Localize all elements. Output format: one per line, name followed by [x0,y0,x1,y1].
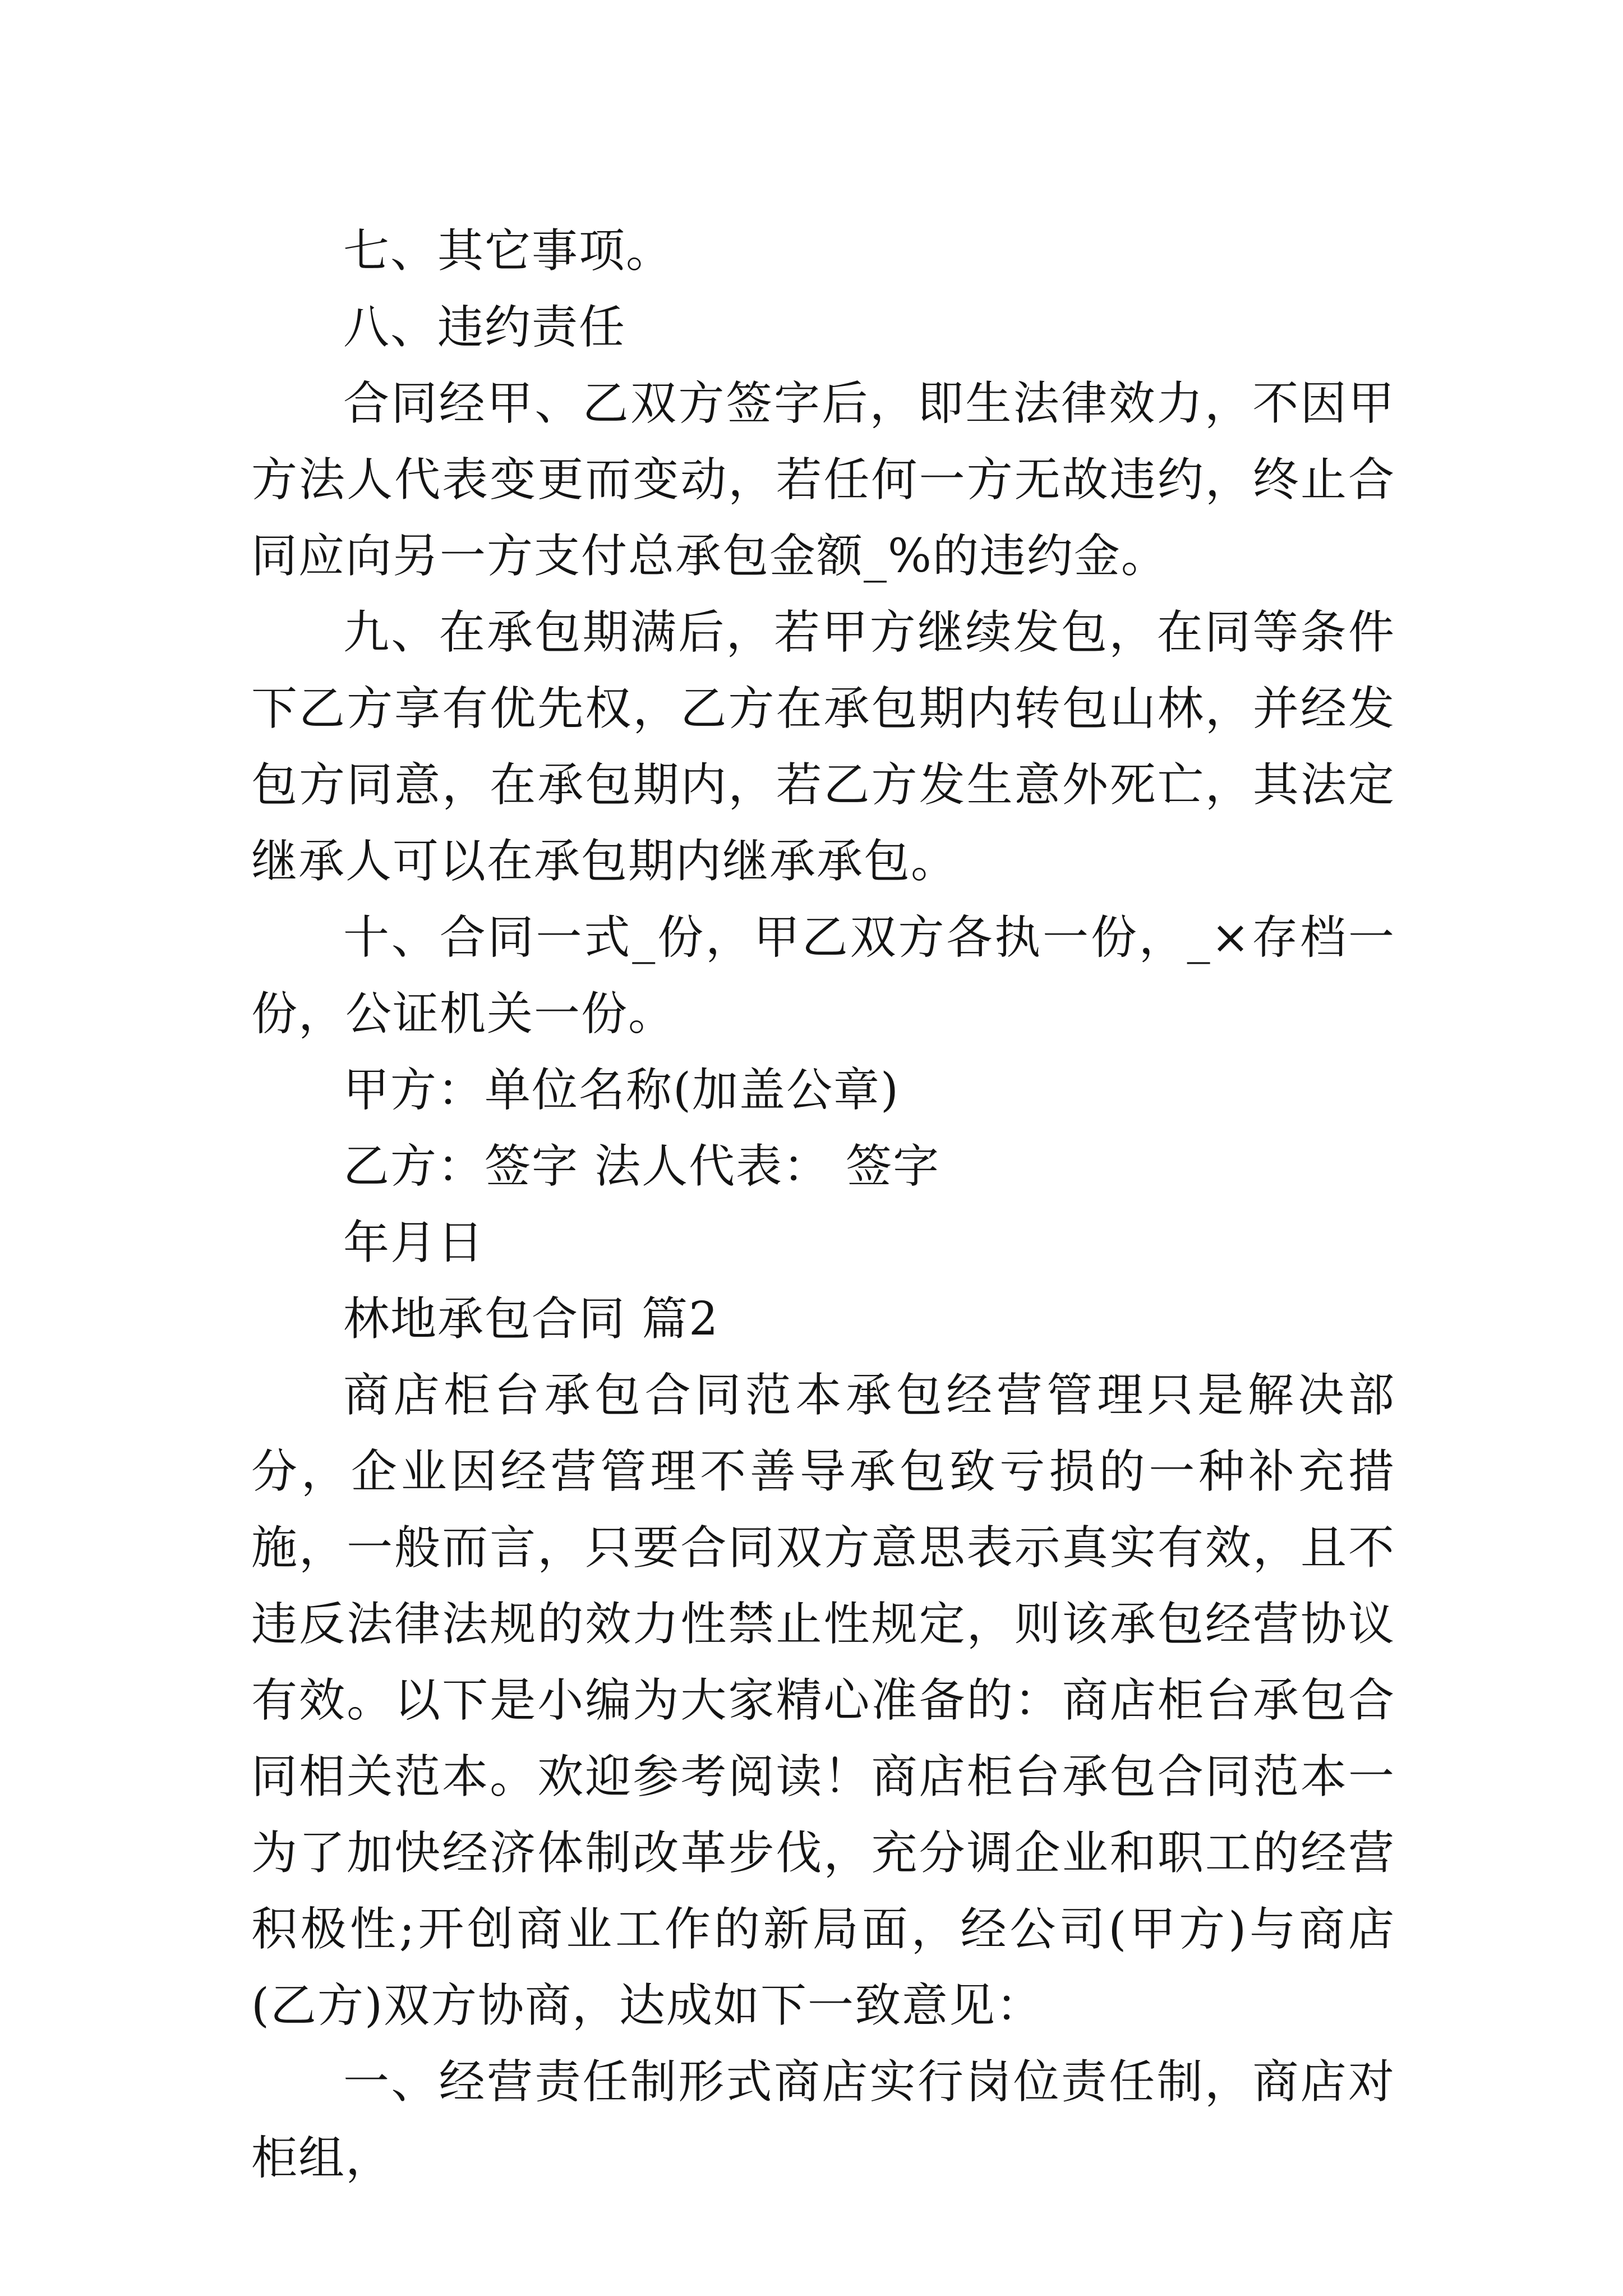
party-b-signature-line: 乙方：签字 法人代表： 签字 [343,1140,940,1193]
document-body [251,213,1395,2197]
paragraph-operation-form: 一、经营责任制形式商店实行岗位责任制，商店对柜组， [251,2055,1395,2185]
date-line: 年月日 [343,1216,485,1269]
section-heading-breach-liability: 八、违约责任 [343,301,626,354]
paragraph-priority-right: 九、在承包期满后，若甲方继续发包，在同等条件下乙方享有优先权，乙方在承包期内转包山林，并经发包方同意，在承包期内，若乙方发生意外死亡，其法定继承人可以在承包期内继承承包。 [251,606,1395,888]
paragraph-store-counter-intro: 商店柜台承包合同范本承包经营管理只是解决部分，企业因经营管理不善导承包致亏损的一种补充措施，一般而言，只要合同双方意思表示真实有效，且不违反法律法规的效力性禁止性规定，则该承包经营协议有效。以下是小编为大家精心准备的：商店柜台承包合同相关范本。欢迎参考阅读！商店柜台承包合同范本一为了加快经济体制改革步伐，充分调企业和职工的经营积极性;开创商业工作的新局面，经公司(甲方)与商店(乙方)双方协商，达成如下一致意见： [251,1369,1395,2032]
paragraph-copies: 十、合同一式_份，甲乙双方各执一份，_×存档一份，公证机关一份。 [251,911,1395,1041]
party-a-signature-line: 甲方：单位名称(加盖公章) [343,1064,900,1117]
section-heading-other-matters: 七、其它事项。 [343,224,674,278]
paragraph-breach-terms: 合同经甲、乙双方签字后，即生法律效力，不因甲方法人代表变更而变动，若任何一方无故违约，终止合同应向另一方支付总承包金额_%的违约金。 [251,377,1395,583]
contract-title-part-2: 林地承包合同 篇2 [343,1292,720,1346]
